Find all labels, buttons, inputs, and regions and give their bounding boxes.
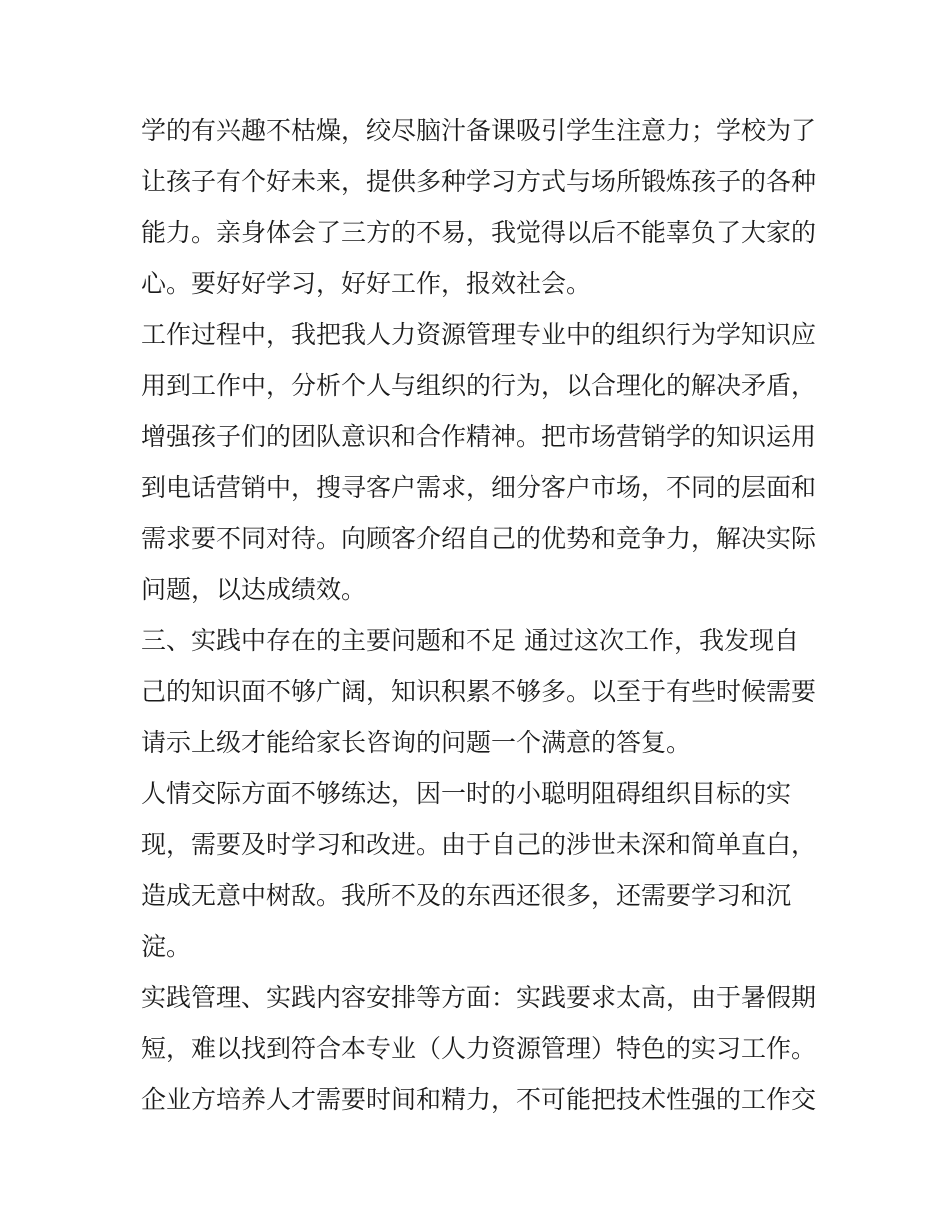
text-line: 增强孩子们的团队意识和合作精神。把市场营销学的知识运用 [141, 422, 817, 451]
text-line: 请示上级才能给家长咨询的问题一个满意的答复。 [141, 728, 692, 757]
text-line: 能力。亲身体会了三方的不易，我觉得以后不能辜负了大家的 [141, 218, 817, 247]
text-line: 造成无意中树敌。我所不及的东西还很多，还需要学习和沉 [141, 881, 792, 910]
text-line: 淀。 [141, 932, 192, 961]
text-line: 学的有兴趣不枯燥，绞尽脑汁备课吸引学生注意力；学校为了 [141, 116, 817, 145]
text-line: 心。要好好学习，好好工作，报效社会。 [141, 269, 592, 298]
text-line: 让孩子有个好未来，提供多种学习方式与场所锻炼孩子的各种 [141, 167, 817, 196]
text-line: 到电话营销中，搜寻客户需求，细分客户市场，不同的层面和 [141, 473, 817, 502]
document-body [141, 108, 821, 1128]
section-heading-line: 三、实践中存在的主要问题和不足 通过这次工作，我发现自 [141, 626, 799, 655]
text-line: 工作过程中，我把我人力资源管理专业中的组织行为学知识应 [141, 320, 817, 349]
text-line: 问题，以达成绩效。 [141, 575, 367, 604]
text-line: 需求要不同对待。向顾客介绍自己的优势和竞争力，解决实际 [141, 524, 817, 553]
text-line: 现，需要及时学习和改进。由于自己的涉世未深和简单直白， [141, 830, 817, 859]
text-line: 己的知识面不够广阔，知识积累不够多。以至于有些时候需要 [141, 677, 817, 706]
text-line: 短，难以找到符合本专业（人力资源管理）特色的实习工作。 [141, 1034, 817, 1063]
text-line: 人情交际方面不够练达，因一时的小聪明阻碍组织目标的实 [141, 779, 792, 808]
text-line: 用到工作中，分析个人与组织的行为，以合理化的解决矛盾， [141, 371, 817, 400]
text-line: 实践管理、实践内容安排等方面：实践要求太高，由于暑假期 [141, 983, 817, 1012]
text-line: 企业方培养人才需要时间和精力，不可能把技术性强的工作交 [141, 1085, 817, 1114]
